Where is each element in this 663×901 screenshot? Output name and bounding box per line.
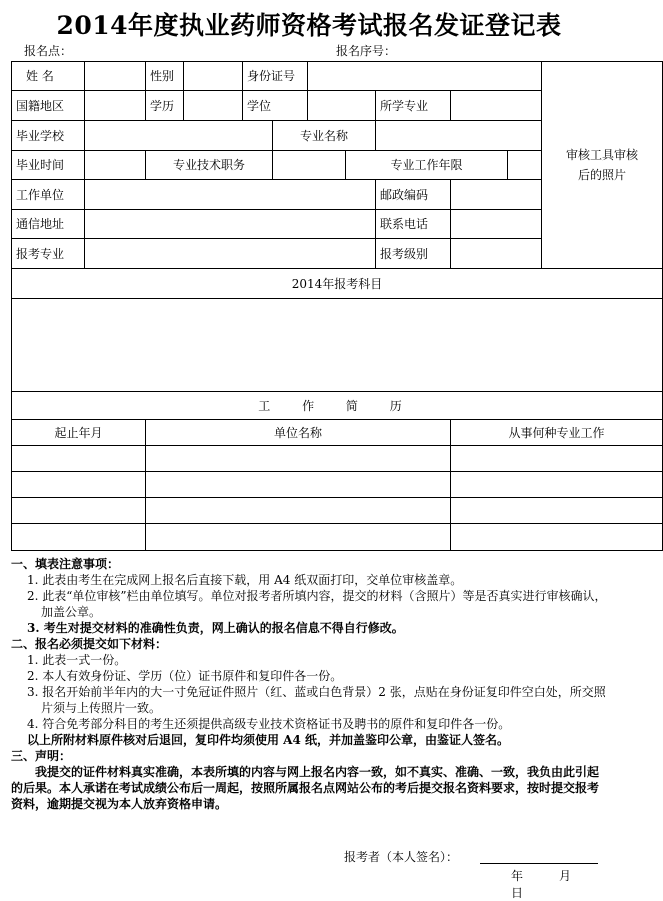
col-unit: 单位名称 (146, 420, 451, 446)
history-cell[interactable] (12, 524, 146, 551)
notes-heading-2: 二、报名必须提交如下材料： (11, 637, 168, 651)
signature-label: 报考者（本人签名）： (344, 850, 459, 864)
field-name[interactable] (85, 62, 146, 91)
history-cell[interactable] (146, 498, 451, 524)
field-degree[interactable] (308, 91, 376, 121)
field-region[interactable] (85, 91, 146, 121)
history-cell[interactable] (146, 472, 451, 498)
field-address[interactable] (85, 210, 376, 239)
label-id-no: 身份证号 (243, 62, 308, 91)
history-cell[interactable] (451, 498, 663, 524)
col-period: 起止年月 (12, 420, 146, 446)
field-grad-time[interactable] (85, 151, 146, 180)
history-cell[interactable] (12, 498, 146, 524)
label-address: 通信地址 (12, 210, 85, 239)
page-title: 2014年度执业药师资格考试报名发证登记表 (56, 11, 562, 40)
history-cell[interactable] (451, 446, 663, 472)
notes-section (11, 556, 607, 812)
declaration-text: 我提交的证件材料真实准确，本表所填的内容与网上报名内容一致，如不真实、准确、一致，我负由此引起的后果。本人承诺在考试成绩公布后一周起，按照所属报名点网站公布的考后提交报名资料要求，按时提交报考资料，逾期提交视为本人放弃资格申请。 (11, 765, 600, 811)
notes-item: 2. 此表“单位审核”栏由单位填写。单位对报考者所填内容，提交的材料（含照片）等是否真实进行审核确认，加盖公章。 (27, 589, 607, 619)
notes-item: 以上所附材料原件核对后退回，复印件均须使用 A4 纸，并加盖鉴印公章，由鉴证人签名。 (27, 733, 510, 747)
notes-item: 2. 本人有效身份证、学历（位）证书原件和复印件各一份。 (27, 669, 343, 683)
label-education: 学历 (146, 91, 184, 121)
photo-box: 审核工具审核后的照片 (542, 62, 663, 269)
history-cell[interactable] (451, 524, 663, 551)
label-phone: 联系电话 (376, 210, 451, 239)
label-region: 国籍地区 (12, 91, 85, 121)
label-school: 毕业学校 (12, 121, 85, 151)
label-grad-time: 毕业时间 (12, 151, 85, 180)
notes-item: 3. 报名开始前半年内的大一寸免冠证件照片（红、蓝或白色背景）2 张，点贴在身份证复印件空白处，所交照片须与上传照片一致。 (27, 685, 606, 715)
field-id-no[interactable] (308, 62, 542, 91)
field-postcode[interactable] (451, 180, 542, 210)
label-apply-level: 报考级别 (376, 239, 451, 269)
label-major: 所学专业 (376, 91, 451, 121)
field-gender[interactable] (184, 62, 243, 91)
label-degree: 学位 (243, 91, 308, 121)
label-work-years: 专业工作年限 (346, 151, 508, 180)
field-major-name[interactable] (376, 121, 542, 151)
history-cell[interactable] (12, 472, 146, 498)
history-cell[interactable] (12, 446, 146, 472)
signature-date: 年 月 日 (511, 869, 608, 900)
field-phone[interactable] (451, 210, 542, 239)
site-label: 报名点： (24, 44, 73, 58)
notes-heading-1: 一、填表注意事项： (11, 557, 120, 571)
subjects-field[interactable] (12, 299, 663, 392)
label-apply-major: 报考专业 (12, 239, 85, 269)
label-tech-title: 专业技术职务 (146, 151, 273, 180)
field-apply-level[interactable] (451, 239, 542, 269)
notes-heading-3: 三、声明： (11, 749, 72, 763)
label-major-name: 专业名称 (273, 121, 376, 151)
work-history-title: 工 作 简 历 (12, 392, 663, 420)
field-education[interactable] (184, 91, 243, 121)
notes-item: 1. 此表一式一份。 (27, 653, 127, 667)
history-cell[interactable] (146, 446, 451, 472)
signature-line[interactable] (480, 863, 598, 864)
seq-label: 报名序号： (336, 44, 397, 58)
notes-item: 4. 符合免考部分科目的考生还须提供高级专业技术资格证书及聘书的原件和复印件各一份。 (27, 717, 511, 731)
field-tech-title[interactable] (273, 151, 346, 180)
label-name: 姓 名 (12, 62, 85, 91)
history-cell[interactable] (146, 524, 451, 551)
field-school[interactable] (85, 121, 273, 151)
field-major[interactable] (451, 91, 542, 121)
field-apply-major[interactable] (85, 239, 376, 269)
label-postcode: 邮政编码 (376, 180, 451, 210)
notes-item: 3. 考生对提交材料的准确性负责，网上确认的报名信息不得自行修改。 (27, 621, 404, 635)
field-employer[interactable] (85, 180, 376, 210)
history-cell[interactable] (451, 472, 663, 498)
registration-form (11, 61, 663, 551)
field-work-years[interactable] (508, 151, 542, 180)
col-job: 从事何种专业工作 (451, 420, 663, 446)
label-gender: 性别 (146, 62, 184, 91)
notes-item: 1. 此表由考生在完成网上报名后直接下载，用 A4 纸双面打印，交单位审核盖章。 (27, 573, 463, 587)
subjects-title: 2014年报考科目 (12, 269, 663, 299)
label-employer: 工作单位 (12, 180, 85, 210)
